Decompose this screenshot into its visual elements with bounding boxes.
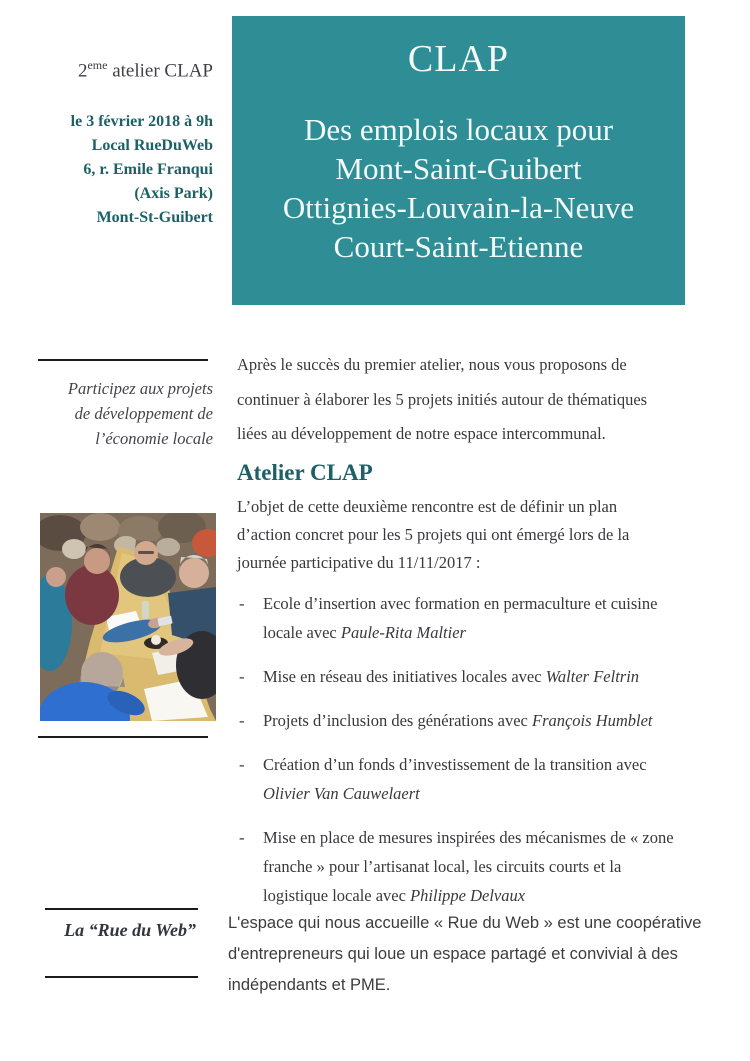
tagline-line: l’économie locale	[95, 429, 213, 448]
event-date: le 3 février 2018 à 9h	[70, 113, 213, 130]
intro-line: continuer à élaborer les 5 projets initiés autour de thématiques	[237, 389, 648, 409]
project-line	[263, 662, 672, 691]
subtitle-line: Ottignies-Louvain-la-Neuve	[282, 190, 635, 225]
section-intro-paragraph	[237, 493, 672, 577]
footer-note-line: d'entrepreneurs qui loue un espace partagé et convivial à des	[228, 945, 678, 963]
project-text: Mise en réseau des initiatives locales avec	[263, 666, 546, 686]
project-text: Création d’un fonds d’investissement de la transition avec	[263, 754, 647, 774]
footer-note	[228, 908, 702, 1001]
bullet-dash: -	[239, 754, 245, 774]
section-intro-line: L’objet de cette deuxième rencontre est de définir un plan	[237, 496, 618, 516]
project-line	[263, 881, 672, 910]
intro-line: liées au développement de notre espace intercommunal.	[237, 424, 606, 443]
intro-line: Après le succès du premier atelier, nous vous proposons de	[237, 355, 627, 374]
intro-paragraph	[237, 348, 672, 452]
venue-divider-top	[45, 908, 198, 910]
project-item	[237, 750, 672, 808]
project-line	[263, 852, 672, 881]
tagline-line: Participez aux projets	[67, 379, 213, 398]
bullet-dash: -	[239, 827, 245, 847]
project-person-name: Paule-Rita Maltier	[340, 622, 466, 642]
workshop-title-rest: atelier CLAP	[107, 60, 213, 82]
project-person-name: Walter Feltrin	[545, 666, 640, 686]
project-item	[237, 662, 672, 691]
section-heading: Atelier CLAP	[237, 459, 373, 485]
bullet-dash: -	[239, 710, 245, 730]
workshop-photo-image	[40, 513, 216, 721]
tagline-line: de développement de	[74, 404, 213, 423]
project-line	[263, 589, 672, 618]
project-person-name: Olivier Van Cauwelaert	[263, 783, 420, 803]
main-column	[237, 348, 672, 925]
project-text: Projets d’inclusion des générations avec	[263, 710, 532, 730]
header-banner	[232, 16, 685, 305]
section-intro-line: d’action concret pour les 5 projets qui ont émergé lors de la	[237, 524, 630, 544]
subtitle-line: Des emplois locaux pour	[303, 112, 614, 147]
project-item	[237, 706, 672, 735]
project-person-name: François Humblet	[531, 710, 653, 730]
workshop-photo	[40, 513, 216, 721]
footer-note-line: L'espace qui nous accueille « Rue du Web » est une coopérative	[228, 914, 702, 932]
venue-label: La “Rue du Web”	[64, 920, 196, 940]
project-item	[237, 823, 672, 910]
event-street: 6, r. Emile Franqui	[83, 161, 213, 178]
project-text: Mise en place de mesures inspirées des mécanismes de « zone	[263, 827, 674, 847]
workshop-number-ordinal: eme	[87, 58, 108, 72]
banner-title: CLAP	[407, 38, 510, 80]
project-item	[237, 589, 672, 647]
subtitle-line: Court-Saint-Etienne	[333, 229, 584, 264]
workshop-number: 2	[77, 60, 88, 82]
venue-divider-bottom	[45, 976, 198, 978]
project-line	[263, 618, 672, 647]
footer-note-line: indépendants et PME.	[228, 976, 391, 994]
banner-subtitle	[232, 110, 685, 266]
project-text: franche » pour l’artisanat local, les circuits courts et la	[263, 856, 622, 876]
bullet-dash: -	[239, 666, 245, 686]
event-city: Mont-St-Guibert	[96, 209, 213, 226]
sidebar-divider-top	[38, 359, 208, 361]
bullet-dash: -	[239, 593, 245, 613]
project-text: locale avec	[263, 622, 341, 642]
project-text: Ecole d’insertion avec formation en permaculture et cuisine	[263, 593, 658, 613]
project-person-name: Philippe Delvaux	[410, 885, 526, 905]
project-line	[263, 706, 672, 735]
project-text: logistique locale avec	[263, 885, 411, 905]
sidebar-divider-middle	[38, 736, 208, 738]
event-details	[0, 110, 213, 230]
sidebar-tagline	[0, 376, 213, 451]
project-line	[263, 750, 672, 779]
workshop-number-heading	[0, 58, 213, 82]
subtitle-line: Mont-Saint-Guibert	[335, 151, 582, 186]
event-venue: Local RueDuWeb	[91, 137, 213, 154]
project-line	[263, 823, 672, 852]
project-line	[263, 779, 672, 808]
section-intro-line: journée participative du 11/11/2017 :	[237, 552, 481, 572]
event-park: (Axis Park)	[134, 185, 213, 202]
projects-list	[237, 589, 672, 910]
